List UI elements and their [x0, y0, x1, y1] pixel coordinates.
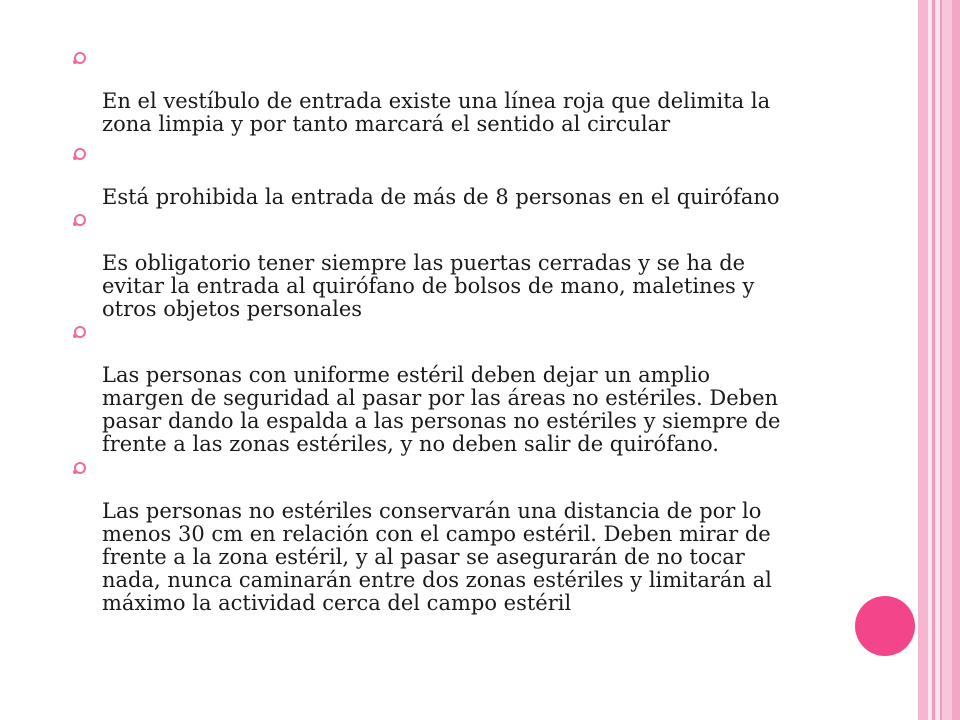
bullet-ring-icon [74, 52, 86, 64]
list-item [72, 206, 754, 321]
list-item [72, 140, 780, 209]
accent-circle [855, 596, 915, 656]
bullet-text: Las personas con uniforme estéril deben dejar un amplio margen de seguridad al pasar por las áreas no estériles. Deben pasar dando la espalda a las personas no estériles y siempre de frente a las zonas estériles, y no deben salir de quirófano. [102, 363, 781, 456]
bullet-ring-icon [74, 214, 86, 226]
bullet-text: Está prohibida la entrada de más de 8 personas en el quirófano [102, 185, 780, 209]
bullet-ring-icon [74, 148, 86, 160]
decorative-stripe [942, 0, 952, 720]
bullet-text: Las personas no estériles conservarán una distancia de por lo menos 30 cm en relación con el campo estéril. Deben mirar de frente a la zona estéril, y al pasar se asegurarán de no tocar nada, nunca caminarán entre dos zonas estériles y limitarán al máximo la actividad cerca del campo estéril [102, 499, 772, 615]
list-item [72, 318, 780, 456]
bullet-text: En el vestíbulo de entrada existe una línea roja que delimita la zona limpia y por tanto marcará el sentido al circular [102, 89, 771, 136]
bullet-text: Es obligatorio tener siempre las puertas cerradas y se ha de evitar la entrada al quirófano de bolsos de mano, maletines y otros objetos personales [102, 251, 755, 321]
decorative-stripe [918, 0, 928, 720]
decorative-stripe [952, 0, 960, 720]
bullet-ring-icon [74, 326, 86, 338]
list-item [72, 454, 772, 615]
bullet-ring-icon [74, 462, 86, 474]
list-item [72, 44, 770, 136]
